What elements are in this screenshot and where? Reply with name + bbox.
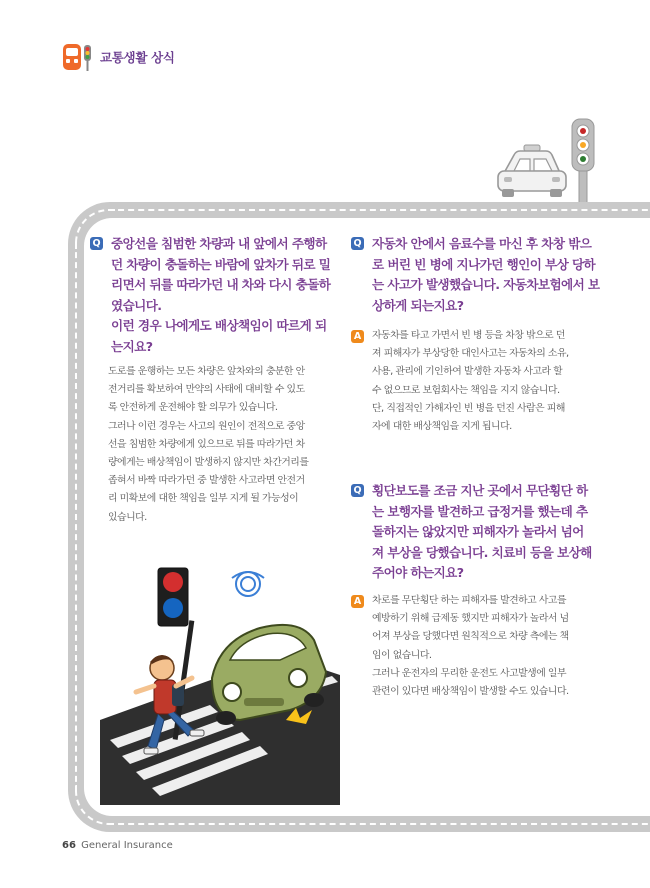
publication-name: General Insurance: [81, 840, 173, 851]
answer-2-text: 자동차를 타고 가면서 빈 병 등을 차창 밖으로 던 져 피해자가 부상당한 대인사고는 자동차의 소유, 사용, 관리에 기인하여 발생한 자동차 사고라 할 수 없으므로 보험회사는 책임을 지지 않습니다. 단, 직접적인 가해자인 빈 병을 던진 사람은 피해 자에 대한 배상책임을 지게 됩니다.: [372, 330, 569, 433]
answer-3: [351, 592, 569, 701]
question-3-text: 횡단보도를 조금 지난 곳에서 무단횡단 하 는 보행자를 발견하고 급정거를 했는데 추 돌하지는 않았지만 피해자가 놀라서 넘어 져 부상을 당했습니다. 치료비 등을 보상해 주어야 하는지요?: [372, 483, 592, 581]
page-header: [62, 42, 175, 72]
taxi-traffic-light-illustration: [490, 115, 600, 210]
question-badge: Q: [90, 237, 103, 250]
page-footer: [62, 840, 173, 851]
answer-badge: A: [351, 595, 364, 608]
question-2-text: 자동차 안에서 음료수를 마신 후 차창 밖으 로 버린 빈 병에 지나가던 행인이 부상 당하 는 사고가 발생했습니다. 자동차보험에서 보 상하게 되는지요?: [372, 236, 600, 313]
section-title: 교통생활 상식: [100, 50, 175, 65]
answer-1-text: 도로를 운행하는 모든 차량은 앞차와의 충분한 안 전거리를 확보하여 만약의 사태에 대비할 수 있도 록 안전하게 운전해야 할 의무가 있습니다. 그러나 이런 경우는 사고의 원인이 전적으로 중앙 선을 침범한 차량에게 있으므로 뒤를 따라가던 차 량에게는 배상책임이 발생하지 않지만 차간거리를 좁혀서 바짝 따라가던 중 발생한 사고라면 안전거 리 미확보에 대한 책임을 일부 지게 될 가능성이 있습니다.: [108, 366, 309, 523]
question-1-text: 중앙선을 침범한 차량과 내 앞에서 주행하 던 차량이 충돌하는 바람에 앞차가 뒤로 밀 리면서 뒤를 따라가던 내 차와 다시 충돌하 였습니다. 이런 경우 나에게도 배상책임이 따르게 되 는지요?: [111, 236, 331, 354]
question-3: [351, 481, 592, 584]
question-1: [90, 234, 330, 358]
answer-3-text: 차로를 무단횡단 하는 피해자를 발견하고 사고를 예방하기 위해 급제동 했지만 피해자가 놀라서 넘 어져 부상을 당했다면 원칙적으로 차량 측에는 책 임이 없습니다. 그러나 운전자의 무리한 운전도 사고발생에 일부 관련이 있다면 배상책임이 발생할 수도 있습니다.: [372, 595, 569, 698]
answer-2: [351, 327, 569, 436]
question-badge: Q: [351, 484, 364, 497]
answer-badge: A: [351, 330, 364, 343]
answer-1: [108, 363, 308, 527]
question-badge: Q: [351, 237, 364, 250]
question-2: [351, 234, 600, 316]
page-number: 66: [62, 840, 76, 851]
crosswalk-accident-illustration: [100, 560, 340, 805]
traffic-light-car-icon: [62, 42, 96, 72]
